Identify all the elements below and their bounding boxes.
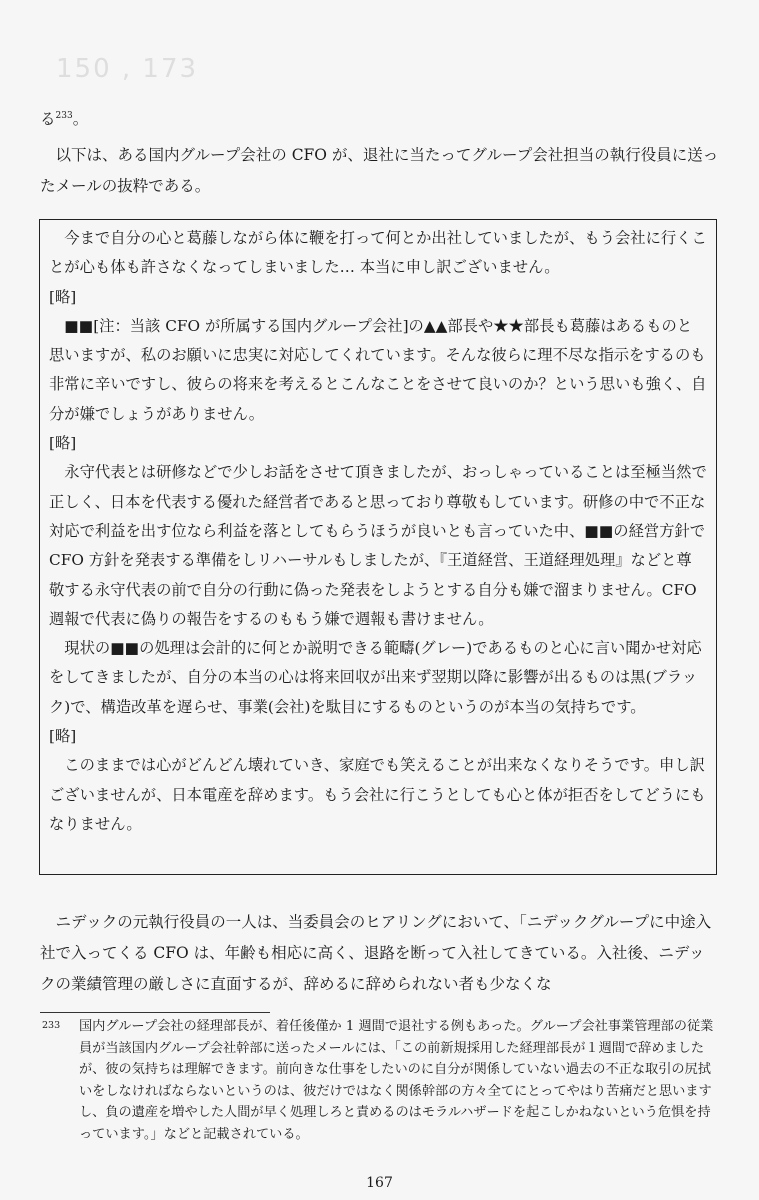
omission-marker: [略] (49, 287, 77, 306)
header-watermark: 150 , 173 (56, 54, 199, 84)
email-paragraph: 永守代表とは研修などで少しお話をさせて頂きましたが、おっしゃっていることは至極当然で正しく、日本を代表する優れた経営者であると思っており尊敬もしています。研修の中で不正な対応で利益を出す位なら利益を落としてもらうほうが良いとも言っていた中、■■の経営方針で CFO 方針を発表する準備をしリハーサルもしましたが、『王道経営、王道経理処理』などと尊敬する永守代表の前で自分の行動に偽った発表をしようとする自分も嫌で溜まりません。CFO 週報で代表に偽りの報告をするのももう嫌で週報も書けません。 (49, 463, 707, 628)
email-paragraph: 現状の■■の処理は会計的に何とか説明できる範疇(グレー)であるものと心に言い聞かせ対応をしてきましたが、自分の本当の心は将来回収が出来ず翌期以降に影響が出るものは黒(ブラック)で、構造改革を遅らせ、事業(会社)を駄目にするものというのが本当の気持ちです。 (49, 639, 702, 716)
opening-text: る (40, 110, 56, 128)
intro-paragraph: 以下は、ある国内グループ会社の CFO が、退社に当たってグループ会社担当の執行役員に送ったメールの抜粋である。 (40, 146, 719, 195)
page-number: 167 (366, 1175, 393, 1191)
footnote-number: 233 (42, 1020, 61, 1031)
email-excerpt-box (39, 219, 717, 875)
closing-paragraph: ニデックの元執行役員の一人は、当委員会のヒアリングにおいて、「ニデックグループに中途入社で入ってくる CFO は、年齢も相応に高く、退路を断って入社してきている。入社後、ニデックの業績管理の厳しさに直面するが、辞めるに辞められない者も少なくな (40, 913, 712, 993)
footnote-divider (40, 1012, 270, 1013)
opening-line (40, 104, 720, 135)
email-paragraph: ■■[注：当該 CFO が所属する国内グループ会社]の▲▲部長や★★部長も葛藤はあるものと思いますが、私のお願いに忠実に対応してくれています。そんな彼らに理不尽な指示をするのも非常に辛いですし、彼らの将来を考えるとこんなことをさせて良いのか？という思いも強く、自分が嫌でしょうがありません。 (49, 316, 707, 423)
email-paragraph: このままでは心がどんどん壊れていき、家庭でも笑えることが出来なくなりそうです。申し訳ございませんが、日本電産を辞めます。もう会社に行こうとしても心と体が拒否をしてどうにもなりません。 (49, 756, 706, 833)
omission-marker: [略] (49, 727, 77, 746)
opening-tail: 。 (72, 110, 89, 128)
omission-marker: [略] (49, 434, 77, 453)
footnote-text: 国内グループ会社の経理部長が、着任後僅か 1 週間で退社する例もあった。グループ会社事業管理部の従業員が当該国内グループ会社幹部に送ったメールには、「この前新規採用した経理部長が１週間で辞めましたが、彼の気持ちは理解できます。前向きな仕事をしたいのに自分が関係していない過去の不正な取引の尻拭いをしなければならないというのは、彼だけではなく関係幹部の方々全てにとってやはり苦痛だと思いますし、負の遺産を増やした人間が早く処理しろと責めるのはモラルハザードを起こしかねないという危惧を持っています。」などと記載されている。 (79, 1019, 714, 1142)
email-paragraph: 今まで自分の心と葛藤しながら体に鞭を打って何とか出社していましたが、もう会社に行くことが心も体も許さなくなってしまいました… 本当に申し訳ございません。 (49, 229, 707, 277)
footnote-ref-233[interactable]: 233 (55, 111, 73, 121)
